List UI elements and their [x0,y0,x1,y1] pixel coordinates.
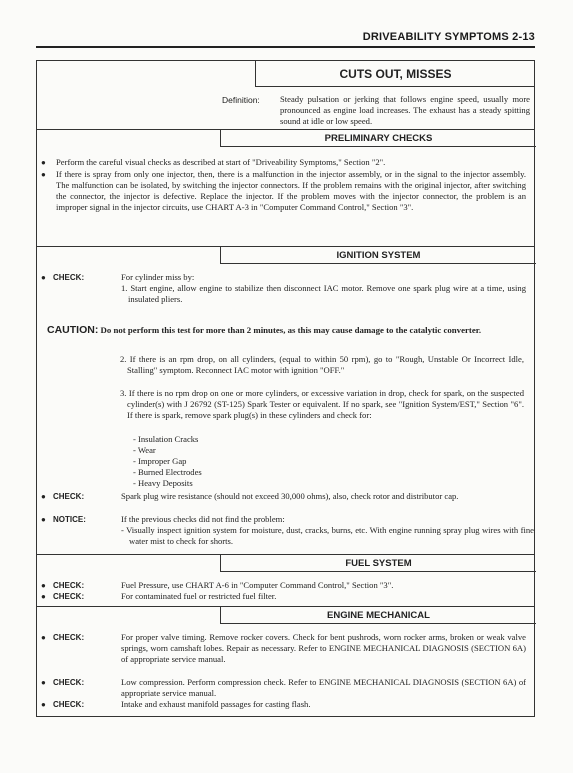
ignition-step-3: 3. If there is no rpm drop on one or more cylinders, or excessive variation in drop, check for spark, on the suspected cylinder(s) with J 26792 (ST-125) Spark Tester or equivalent. If no spark, see "Ignition System/EST," Section "6". If there is spark, remove spark plug(s) in these cylinders and check for: [120,388,524,420]
ignition-check-1-intro: For cylinder miss by: [121,272,195,282]
notice-label: NOTICE: [53,515,86,524]
bullet-icon: ● [41,633,46,642]
caution-word: CAUTION: [47,324,99,336]
ignition-heading: IGNITION SYSTEM [220,247,536,264]
bullet-icon: ● [41,581,46,590]
inspection-item: - Insulation Cracks [133,434,199,444]
caution-text: Do not perform this test for more than 2 minutes, as this may cause damage to the catalytic converter. [100,325,482,335]
preliminary-heading: PRELIMINARY CHECKS [220,130,536,147]
check-label: CHECK: [53,678,85,687]
bullet-icon: ● [41,592,46,601]
ignition-step-2: 2. If there is an rpm drop, on all cylinders, (equal to within 50 rpm), go to "Rough, Unstable Or Incorrect Idle, Stalling" symptom. Reconnect IAC motor with ignition "OFF." [120,354,524,375]
header-rule [36,46,535,48]
engine-check-1: For proper valve timing. Remove rocker covers. Check for bent pushrods, worn rocker arms, broken or weak valve springs, worn camshaft lobes. Repair as necessary. Refer to ENGINE MECHANICAL DIAGNOSIS (SECTION 6A) of appropriate service manual. [121,632,526,664]
fuel-heading: FUEL SYSTEM [220,555,536,572]
symptom-frame [36,60,535,717]
notice-item: - Visually inspect ignition system for moisture, dust, cracks, burns, etc. With engine running spray plug wires with fine water mist to check for shorts. [121,525,534,546]
check-label: CHECK: [53,592,85,601]
bullet-icon: ● [41,170,46,179]
engine-heading: ENGINE MECHANICAL [220,607,536,624]
inspection-item: - Wear [133,445,156,455]
preliminary-bullet-1: Perform the careful visual checks as described at start of "Driveability Symptoms," Section "2". [56,157,386,167]
notice-text: If the previous checks did not find the problem: [121,514,285,524]
bullet-icon: ● [41,678,46,687]
bullet-icon: ● [41,273,46,282]
symptom-title: CUTS OUT, MISSES [255,61,535,87]
check-label: CHECK: [53,273,85,282]
definition-text: Steady pulsation or jerking that follows engine speed, usually more pronounced as engine load increases. The exhaust has a steady spitting sound at idle or low speed. [280,94,530,126]
bullet-icon: ● [41,158,46,167]
ignition-step-1: 1. Start engine, allow engine to stabilize then disconnect IAC motor. Remove one spark plug wire at a time, using insulated pliers. [121,283,526,304]
ignition-check-2: Spark plug wire resistance (should not exceed 30,000 ohms), also, check rotor and distributor cap. [121,491,459,501]
fuel-check-1: Fuel Pressure, use CHART A-6 in "Computer Command Control," Section "3". [121,580,394,590]
bullet-icon: ● [41,515,46,524]
bullet-icon: ● [41,492,46,501]
check-label: CHECK: [53,492,85,501]
check-label: CHECK: [53,700,85,709]
inspection-item: - Burned Electrodes [133,467,202,477]
fuel-check-2: For contaminated fuel or restricted fuel filter. [121,591,277,601]
definition-label: Definition: [222,95,260,105]
page-header: DRIVEABILITY SYMPTOMS 2-13 [362,31,535,43]
engine-check-3: Intake and exhaust manifold passages for casting flash. [121,699,311,709]
bullet-icon: ● [41,700,46,709]
engine-check-2: Low compression. Perform compression check. Refer to ENGINE MECHANICAL DIAGNOSIS (SECTION 6A) of appropriate service manual. [121,677,526,698]
inspection-item: - Heavy Deposits [133,478,193,488]
check-label: CHECK: [53,633,85,642]
preliminary-bullet-2: If there is spray from only one injector, then, there is a malfunction in the injector assembly, or in the signal to the injector assembly. The malfunction can be isolated, by switching the injector connectors. If the problem remains with the original injector, after switching the connector, the injector is defective. Replace the injector. If the problem moves with the injector connector, the problem is an improper signal in the injector circuits, use CHART A-3 in "Computer Command Control," Section "3". [56,169,526,212]
check-label: CHECK: [53,581,85,590]
inspection-item: - Improper Gap [133,456,187,466]
caution-block [47,324,527,336]
